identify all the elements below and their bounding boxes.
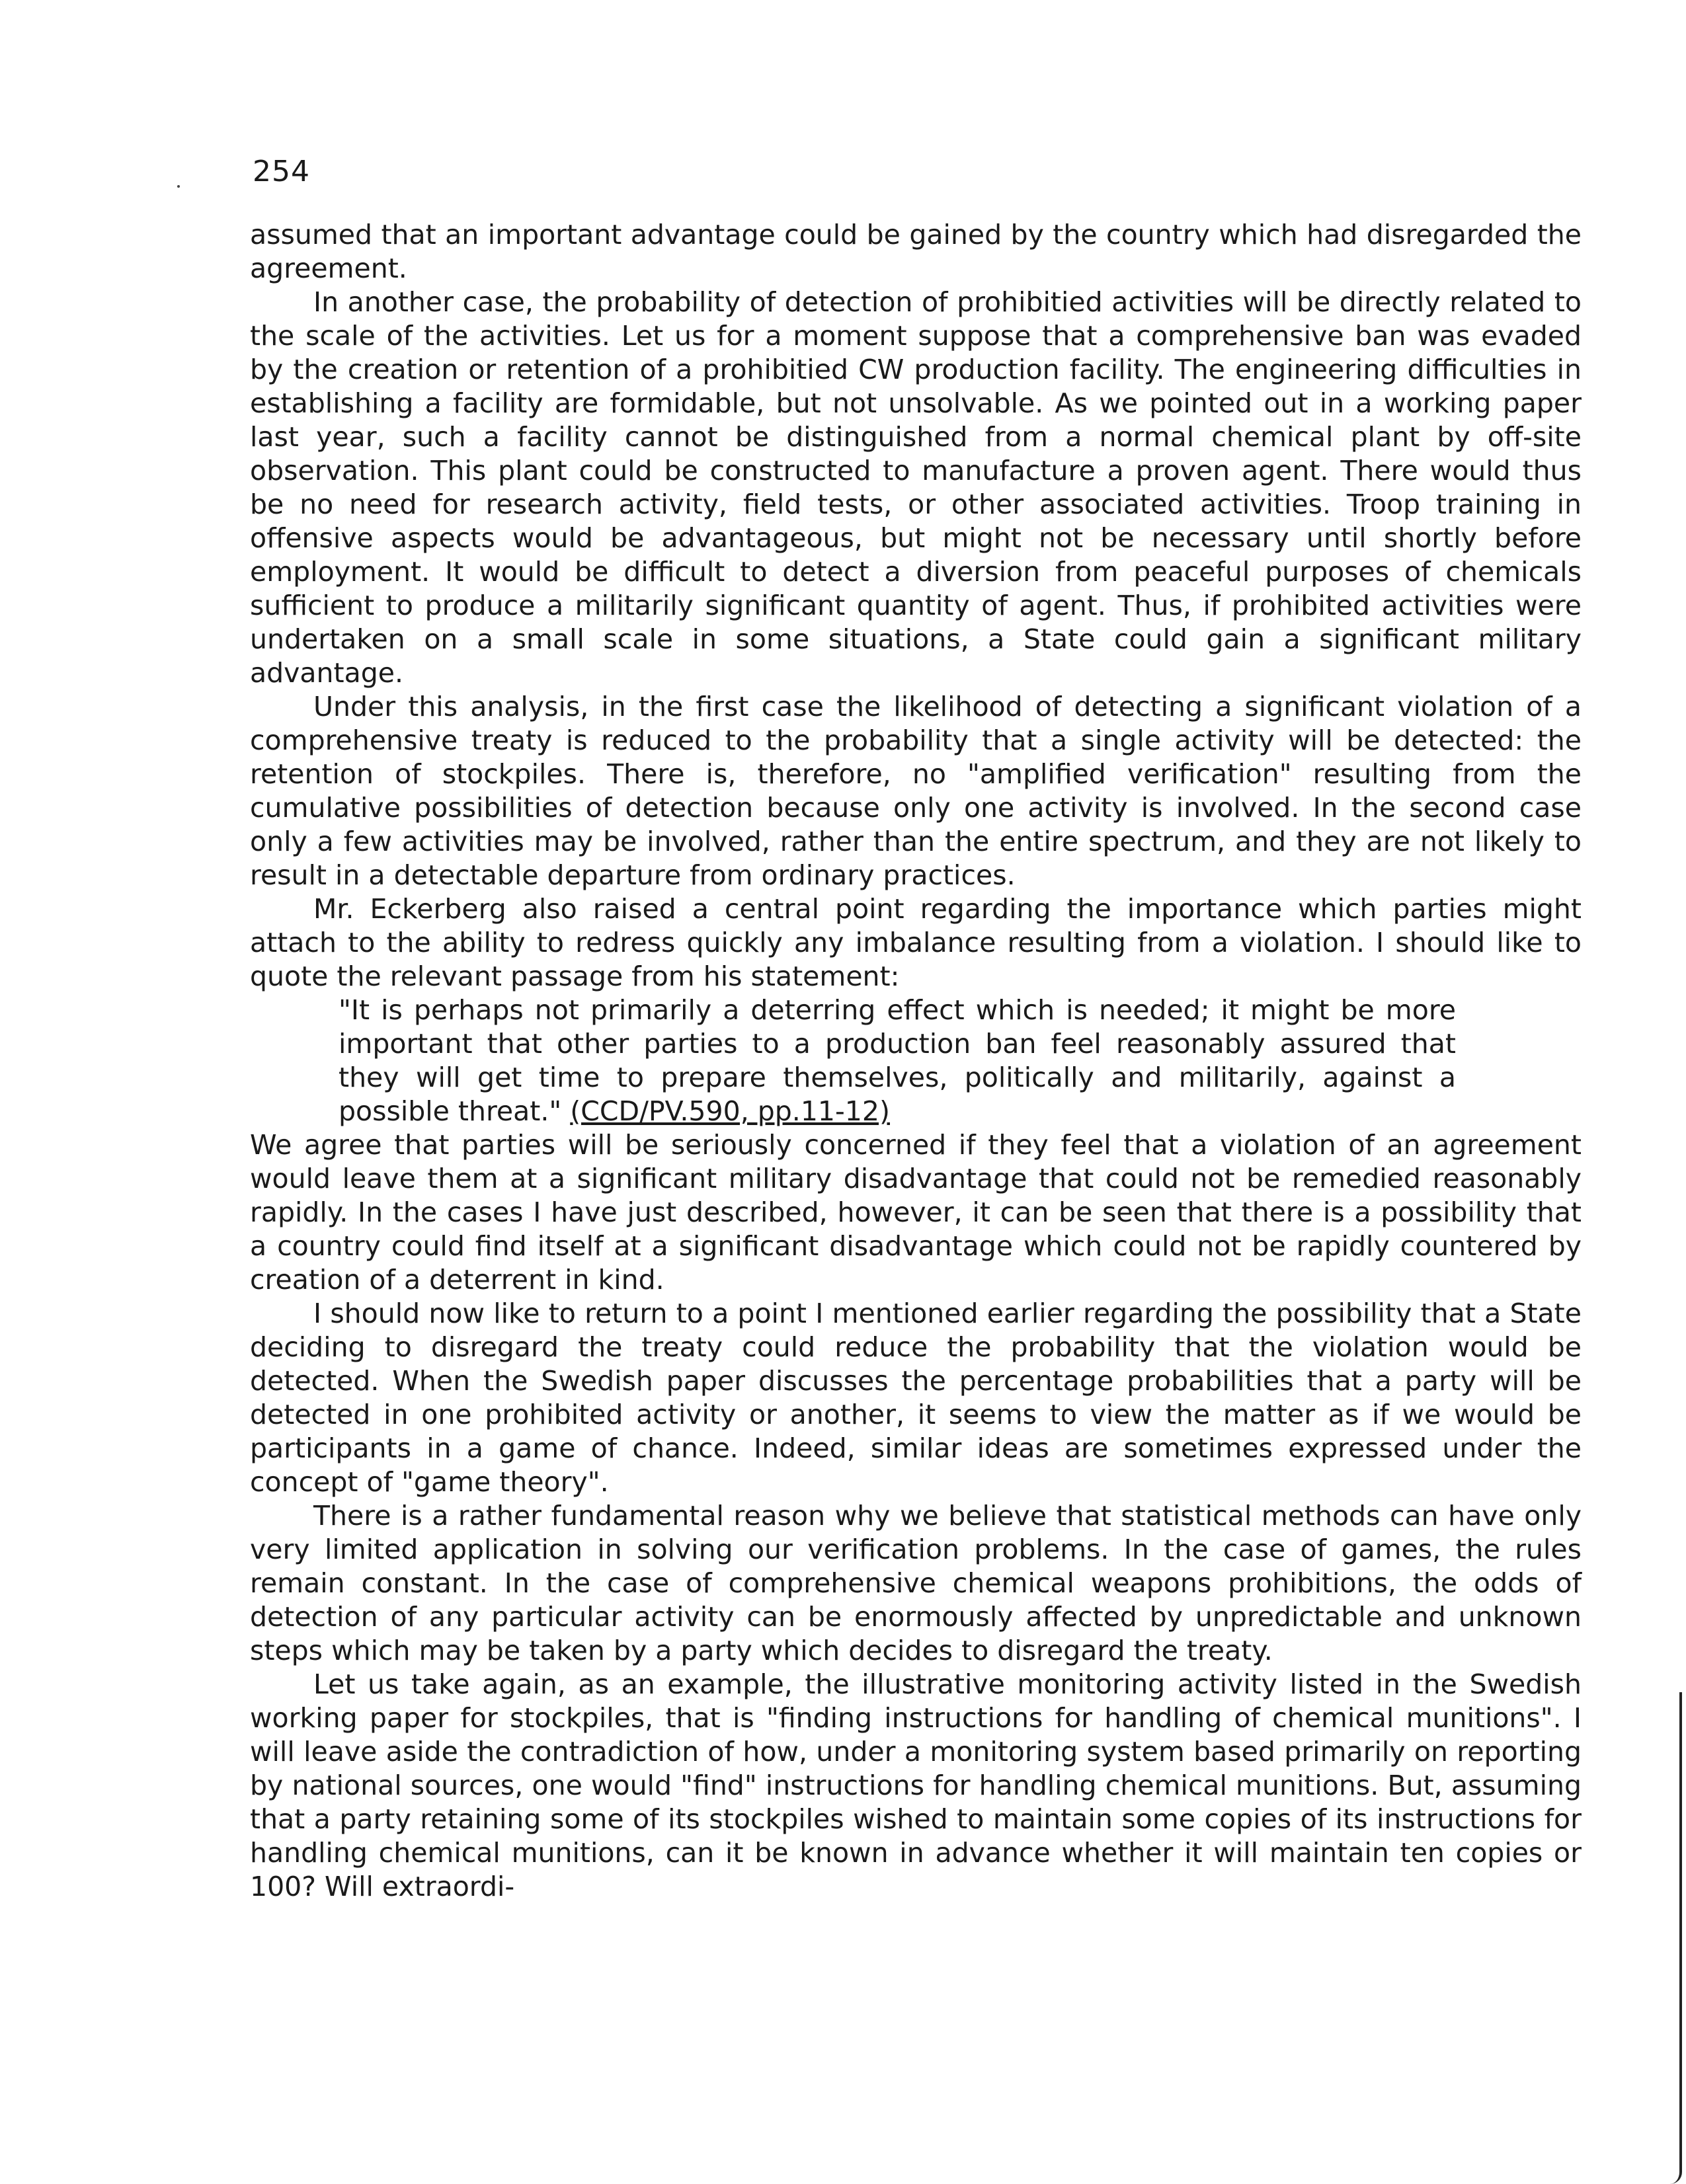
paragraph-2: In another case, the probability of detection of prohibitied activities will be directly related to the scale of the activities. Let us for a moment suppose that a comprehensive ban was evaded by the creation or retention of a prohibitied CW production facility. The engineering difficulties in establishing a facility are formidable, but not unsolvable. As we pointed out in a working paper last year, such a facility cannot be distinguished from a normal chemical plant by off-site observation. This plant could be constructed to manufacture a proven agent. There would thus be no need for research activity, field tests, or other associated activities. Troop training in offensive aspects would be advantageous, but might not be necessary until shortly before employment. It would be difficult to detect a diversion from peaceful purposes of chemicals sufficient to produce a militarily significant quantity of agent. Thus, if prohibited activities were undertaken on a small scale in some situations, a State could gain a significant military advantage. [250,286,1582,689]
paragraph-7: There is a rather fundamental reason why we believe that statistical methods can have only very limited application in solving our verification problems. In the case of games, the rules remain constant. In the case of comprehensive chemical weapons prohibitions, the odds of detection of any particular activity can be enormously affected by unpredictable and unknown steps which may be taken by a party which decides to disregard the treaty. [250,1500,1582,1666]
paragraph-6: I should now like to return to a point I mentioned earlier regarding the possibility that a State deciding to disregard the treaty could reduce the probability that the violation would be detected. When the Swedish paper discusses the percentage probabilities that a party will be detected in one prohibited activity or another, it seems to view the matter as if we would be participants in a game of chance. Indeed, similar ideas are sometimes expressed under the concept of "game theory". [250,1298,1582,1498]
document-body [250,218,1582,1904]
paragraph-4: Mr. Eckerberg also raised a central point regarding the importance which parties might attach to the ability to redress quickly any imbalance resulting from a violation. I should like to quote the relevant passage from his statement: [250,893,1582,992]
quote-citation: (CCD/PV.590, pp.11-12) [570,1095,890,1127]
paragraph-8: Let us take again, as an example, the illustrative monitoring activity listed in the Swedish working paper for stockpiles, that is "finding instructions for handling of chemical munitions". I will leave aside the contradiction of how, under a monitoring system based primarily on reporting by national sources, one would "find" instructions for handling chemical munitions. But, assuming that a party retaining some of its stockpiles wished to maintain some copies of its instructions for handling chemical munitions, can it be known in advance whether it will maintain ten copies or 100? Will extraordi- [250,1668,1582,1902]
page-number: 254 [253,155,310,188]
paragraph-3: Under this analysis, in the first case the likelihood of detecting a significant violation of a comprehensive treaty is reduced to the probability that a single activity will be detected: the retention of stockpiles. There is, therefore, no "amplified verification" resulting from the cumulative possibilities of detection because only one activity is involved. In the second case only a few activities may be involved, rather than the entire spectrum, and they are not likely to result in a detectable departure from ordinary practices. [250,691,1582,891]
paragraph-5: We agree that parties will be seriously concerned if they feel that a violation of an agreement would leave them at a significant military disadvantage that could not be remedied reasonably rapidly. In the cases I have just described, however, it can be seen that there is a possibility that a country could find itself at a significant disadvantage which could not be rapidly countered by creation of a deterrent in kind. [250,1129,1582,1296]
block-quote [339,994,1456,1128]
scan-page-edge [1670,1692,1682,2184]
paragraph-1: assumed that an important advantage could be gained by the country which had disregarded the agreement. [250,219,1582,284]
quote-text: "It is perhaps not primarily a deterring effect which is needed; it might be more important that other parties to a production ban feel reasonably assured that they will get time to prepare themselves, politically and militarily, against a possible threat." [339,994,1456,1127]
scan-speck [177,185,180,188]
